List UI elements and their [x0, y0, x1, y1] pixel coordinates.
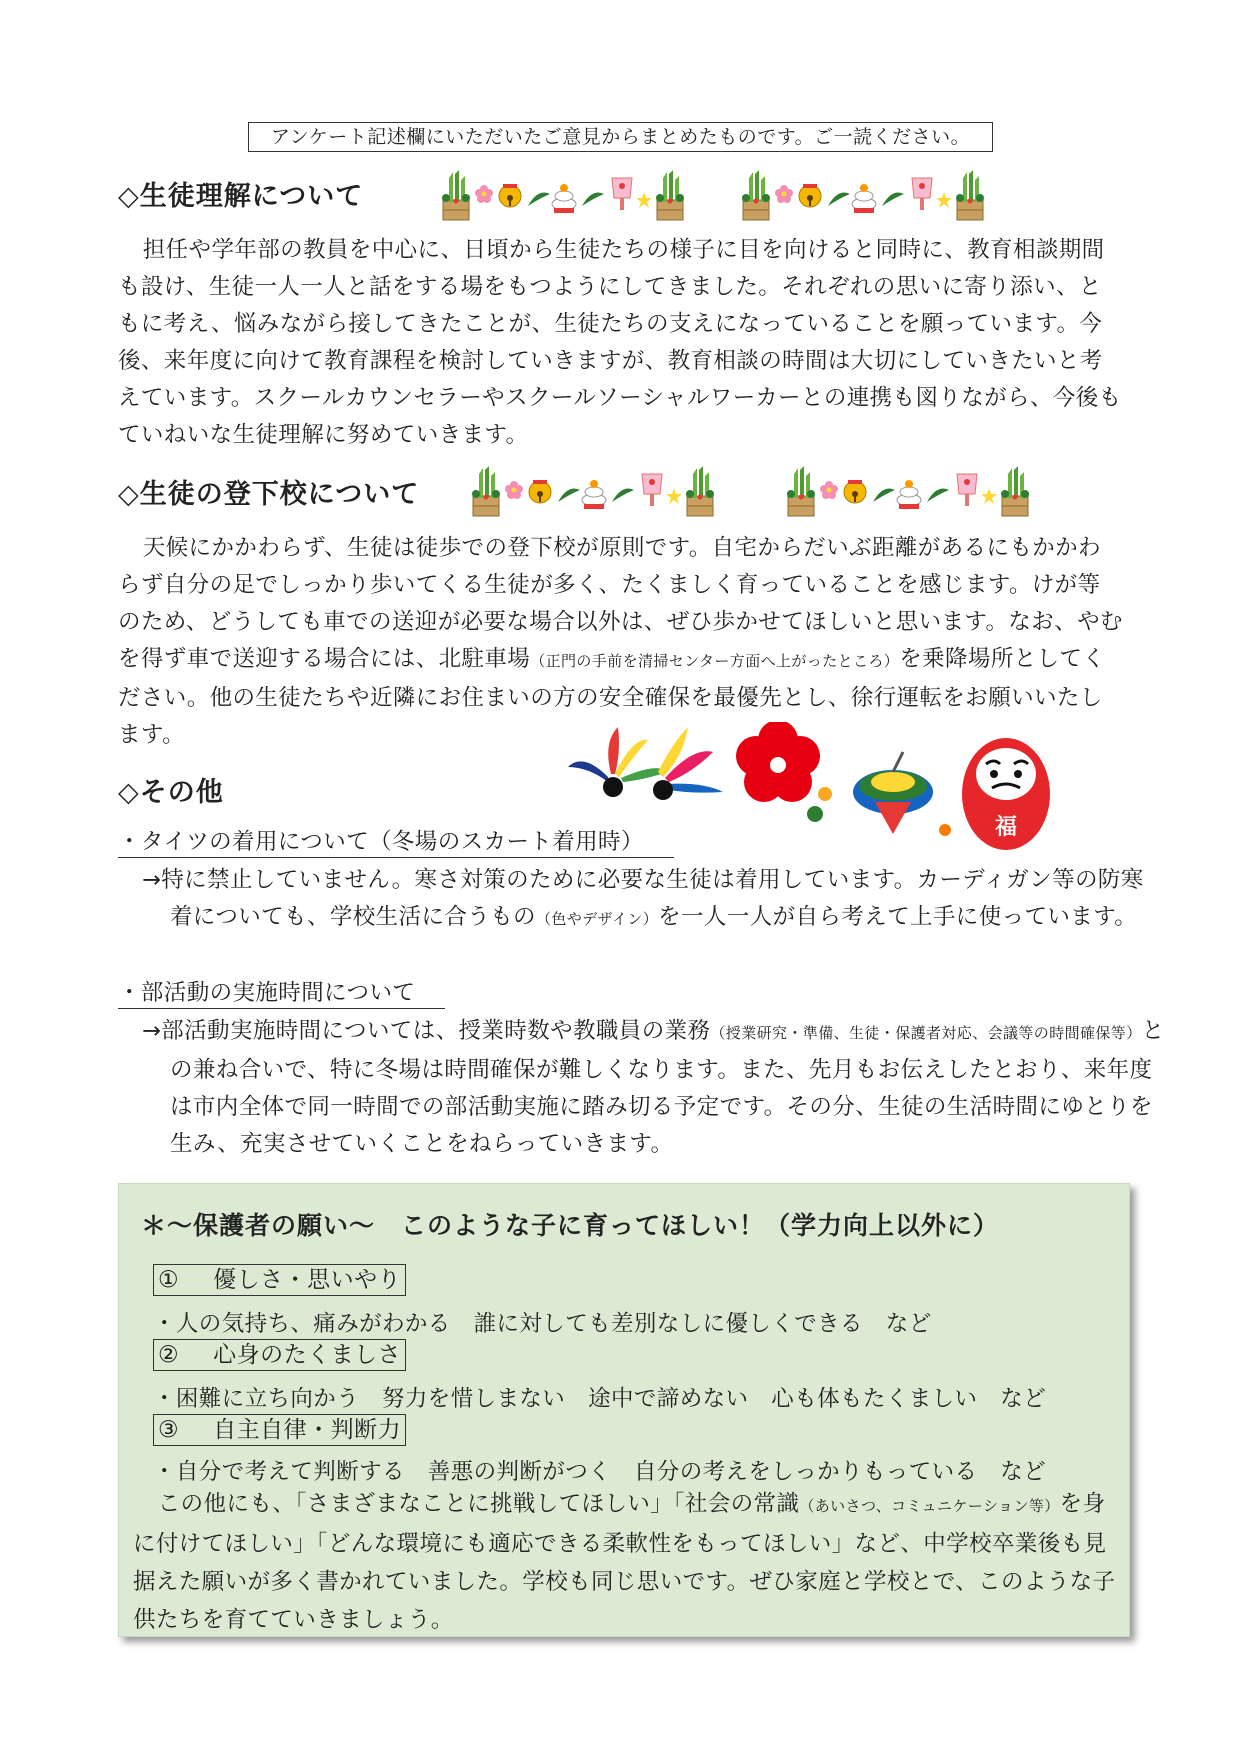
wish-heading-2	[153, 1339, 406, 1371]
club-text-b: との兼ね合いで、特に冬場は時間確保が難しくなります。また、先月もお伝えしたとおり、来年度は市内全体で同一時間での部活動実施に踏み切る予定です。その分、生徒の生活時間にゆとりを生み、充実させていくことをねらっていきます。	[170, 1018, 1165, 1157]
wish-number: ②	[158, 1342, 180, 1368]
closing-text-b: を身に付けてほしい」「どんな環境にも適応できる柔軟性をもってほしい」など、中学校卒業後も見据えた願いが多く書かれていました。学校も同じ思いです。ぜひ家庭と学校とで、このような子供たちを育てていきましょう。	[133, 1491, 1116, 1633]
spinning-top-icon	[853, 752, 933, 834]
plum-blossom-icon	[736, 722, 820, 802]
club-note: （授業研究・準備、生徒・保護者対応、会議等の時間確保等）	[710, 1024, 1142, 1042]
section-title-commute: ◇生徒の登下校について	[118, 479, 420, 510]
new-year-decoration-strip	[470, 466, 1090, 518]
wish-examples-3: ・自分で考えて判断する 善悪の判断がつく 自分の考えをしっかりもっている など	[153, 1459, 1047, 1485]
other-answer-tights	[142, 862, 1165, 938]
wish-heading-3	[153, 1414, 406, 1446]
section-title-understanding: ◇生徒理解について	[118, 181, 364, 212]
dot-icon	[939, 824, 951, 836]
wish-number: ①	[158, 1267, 180, 1293]
understanding-body: 担任や学年部の教員を中心に、日頃から生徒たちの様子に目を向けると同時に、教育相談期間も設け、生徒一人一人と話をする場をもつようにしてきました。それぞれの思いに寄り添い、ともに考え、悩みながら接してきたことが、生徒たちの支えになっていることを願っています。今後、来年度に向けて教育課程を検討していきますが、教育相談の時間は大切にしていきたいと考えています。スクールカウンセラーやスクールソーシャルワーカーとの連携も図りながら、今後もていねいな生徒理解に努めていきます。	[118, 237, 1122, 448]
wish-label: 自主自律・判断力	[213, 1417, 402, 1443]
commute-text-a: 天候にかかわらず、生徒は徒歩での登下校が原則です。自宅からだいぶ距離があるにもかかわらず自分の足でしっかり歩いてくる生徒が多く、たくましく育っていることを感じます。けが等のため、どうしても車での送迎が必要な場合以外は、ぜひ歩かせてほしいと思います。なお、やむを得ず車で送迎する場合には、北駐車場	[118, 535, 1123, 672]
closing-note: （あいさつ、コミュニケーション等）	[799, 1497, 1060, 1515]
tights-text-a: →特に禁止していません。寒さ対策のために必要な生徒は着用しています。カーディガン等の防寒着についても、学校生活に合うもの	[142, 867, 1144, 930]
new-year-decoration-strip	[440, 170, 1080, 222]
commute-text-b: を乗降場所としてください。他の生徒たちや近隣にお住まいの方の安全確保を最優先とし、徐行運転をお願いいたします。	[118, 646, 1106, 748]
daruma-icon	[962, 738, 1050, 850]
tights-text-b: を一人一人が自ら考えて上手に使っています。	[658, 904, 1138, 930]
wish-label: 優しさ・思いやり	[213, 1267, 402, 1293]
club-text-a: →部活動実施時間については、授業時数や教職員の業務	[142, 1018, 711, 1044]
other-question-club: ・部活動の実施時間について	[118, 978, 445, 1009]
closing-text-a: この他にも、「さまざまなことに挑戦してほしい」「社会の常識	[157, 1491, 800, 1517]
other-answer-club	[142, 1013, 1165, 1163]
wishes-title: ＊～保護者の願い～ このような子に育ってほしい！（学力向上以外に）	[141, 1211, 1000, 1240]
parents-wishes-box	[118, 1183, 1130, 1637]
wish-number: ③	[158, 1417, 180, 1443]
dot-icon	[818, 787, 832, 801]
survey-notice: アンケート記述欄にいただいたご意見からまとめたものです。ご一読ください。	[248, 122, 993, 152]
wish-heading-1	[153, 1264, 406, 1296]
commute-body	[118, 530, 1123, 754]
section-title-other: ◇その他	[118, 777, 224, 808]
commute-parking-note: （正門の手前を清掃センター方面へ上がったところ）	[530, 652, 900, 670]
daruma-fuku-char: 福	[994, 815, 1018, 840]
tights-note: （色やデザイン）	[535, 910, 659, 928]
wishes-closing	[133, 1485, 1123, 1639]
wish-examples-1: ・人の気持ち、痛みがわかる 誰に対しても差別なしに優しくできる など	[153, 1311, 932, 1337]
other-question-tights: ・タイツの着用について（冬場のスカート着用時）	[118, 827, 674, 858]
dot-icon	[807, 806, 823, 822]
hagoita-shuttlecock-icon	[568, 727, 723, 800]
wish-examples-2: ・困難に立ち向かう 努力を惜しまない 途中で諦めない 心も体もたくましい など	[153, 1386, 1047, 1412]
wish-label: 心身のたくましさ	[213, 1342, 402, 1368]
